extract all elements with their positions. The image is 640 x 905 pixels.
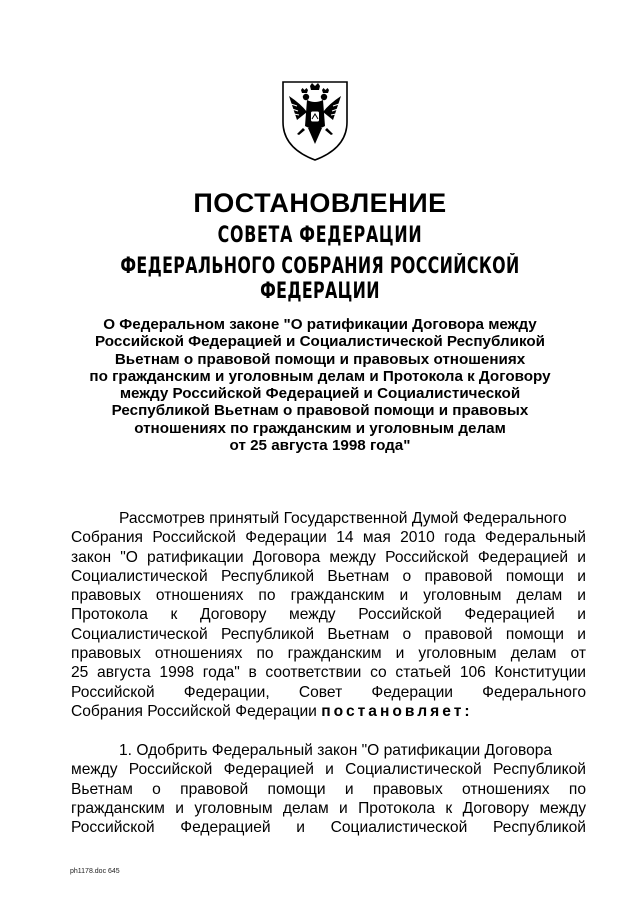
paragraph-line: Протокола к Договору между Российской Федерацией и [71,606,586,624]
subject-line: Вьетнам о правовой помощи и правовых отношениях [114,350,526,368]
paragraph-line: 25 августа 1998 года" в соответствии со статьей 106 Конституции [71,664,586,682]
paragraph-line: Собрания Российской Федерации 14 мая 2010 года Федеральный [71,529,586,547]
paragraph-line: между Российской Федерацией и Социалистической Республикой [71,761,586,779]
last-line-prefix: Собрания Российской Федерации [71,702,317,720]
paragraph-line: правовых отношениях по гражданским и уголовным делам и [71,587,586,605]
paragraph-last-line [71,702,586,721]
paragraph-line: Вьетнам о правовой помощи и правовых отношениях по [71,780,586,798]
paragraph-line: 1. Одобрить Федеральный закон "О ратификации Договора [119,742,553,759]
document-reference: ph1178.doc 645 [70,868,120,875]
paragraph-line: правовых отношениях по гражданским и уголовным делам от [71,645,586,663]
document-title: ПОСТАНОВЛЕНИЕ [193,188,447,218]
paragraph-line: гражданским и уголовным делам и Протокола к Договору между [71,799,586,817]
resolves-keyword: постановляет: [321,702,473,720]
subject-line: Республикой Вьетнам о правовой помощи и правовых [111,402,529,420]
issuer-line-1: СОВЕТА ФЕДЕРАЦИИ [217,223,423,248]
subject-line: от 25 августа 1998 года" [229,437,411,455]
coat-of-arms-emblem [279,78,351,162]
subject-line: О Федеральном законе "О ратификации Договора между [103,316,537,333]
preamble-paragraph [71,509,586,721]
subject-line: отношениях по гражданским и уголовным делам [134,419,506,437]
subject-line: по гражданским и уголовным делам и Протокола к Договору [89,367,551,385]
paragraph-line: Социалистической Республикой Вьетнам о правовой помощи и [71,567,586,585]
subject-line: Российской Федерацией и Социалистической Республикой [95,333,545,351]
paragraph-line: Рассмотрев принятый Государственной Думой Федерального [119,510,567,527]
resolution-subject [60,316,580,454]
paragraph-line: закон "О ратификации Договора между Российской Федерацией и [71,548,586,566]
issuer-line-2: ФЕДЕРАЛЬНОГО СОБРАНИЯ РОССИЙСКОЙ ФЕДЕРАЦИИ [120,254,520,304]
paragraph-line: Российской Федерацией и Социалистической Республикой [71,819,586,837]
subject-line: между Российской Федерацией и Социалистической [119,385,521,403]
item-1-paragraph [71,741,586,837]
paragraph-line: Социалистической Республикой Вьетнам о правовой помощи и [71,625,586,643]
paragraph-line: Российской Федерации, Совет Федерации Федерального [71,683,586,701]
